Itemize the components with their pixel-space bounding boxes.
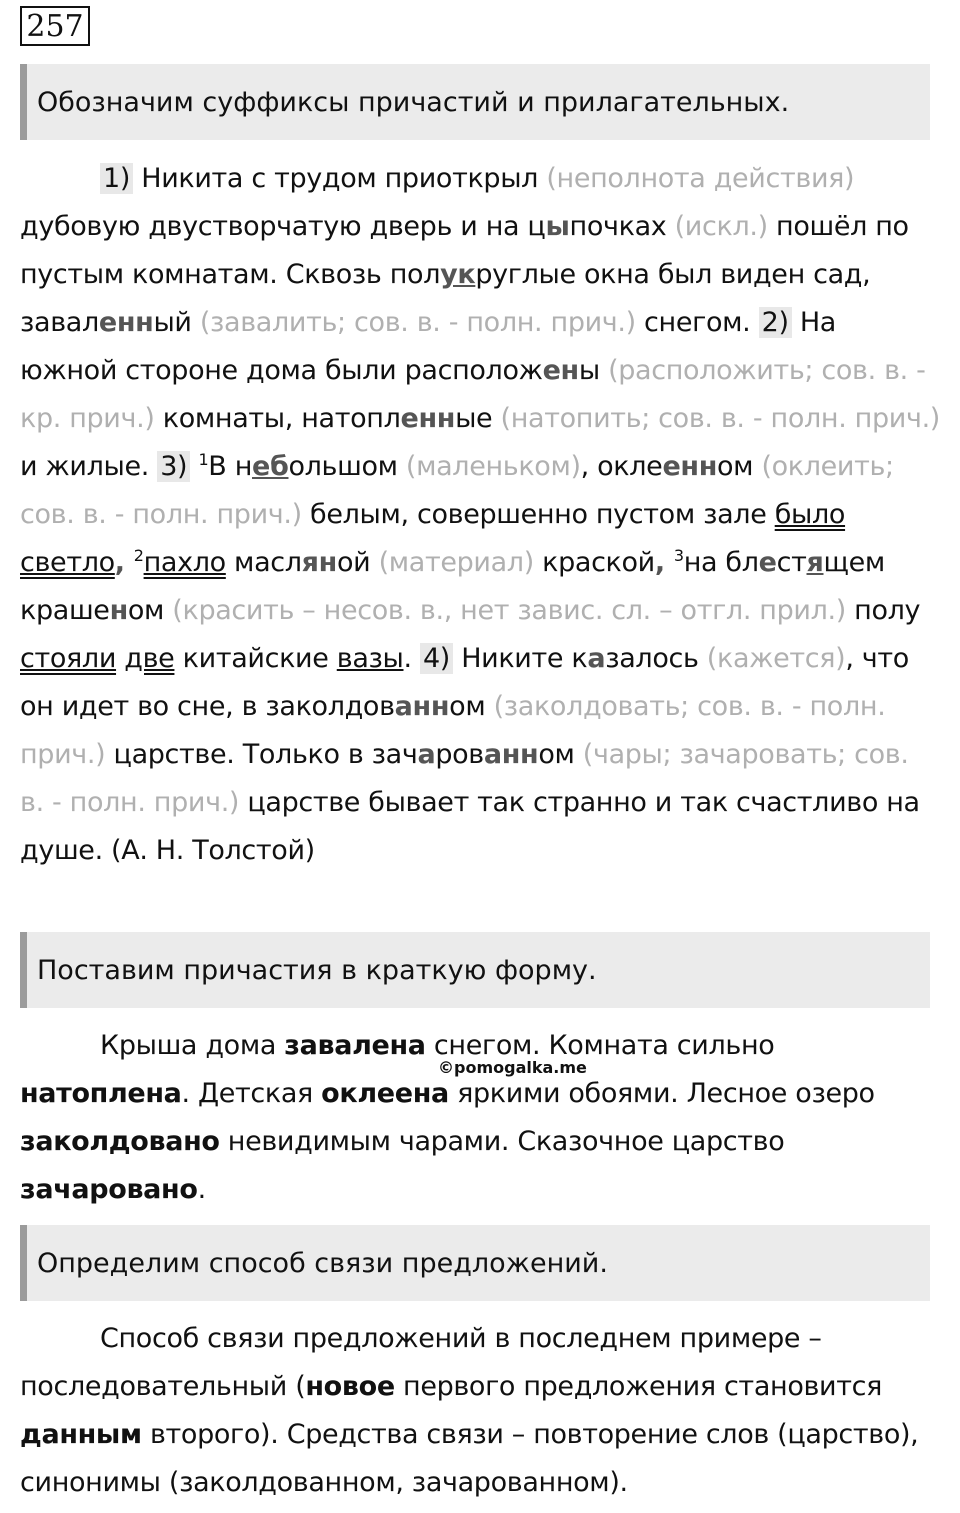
text-fragment: руглые окна был виден сад, завал xyxy=(20,259,871,338)
section-banner-connection xyxy=(20,1225,930,1301)
predicate-fragment: пахло xyxy=(143,547,226,578)
note-fragment: (материал) xyxy=(378,547,534,578)
text-fragment: невидимым чарами. Сказочное царство xyxy=(219,1126,785,1157)
suffix-fragment: н xyxy=(109,595,128,626)
text-fragment: масл xyxy=(225,547,302,578)
note-fragment: (кажется) xyxy=(706,643,846,674)
main-text-paragraph xyxy=(20,155,940,875)
text-fragment: открыл xyxy=(435,163,547,194)
suffix-fragment: анн xyxy=(483,739,539,770)
marked-letter: я xyxy=(806,547,824,578)
text-fragment: залось xyxy=(605,643,707,674)
sentence-number: 3) xyxy=(157,451,190,482)
text-fragment: ом xyxy=(538,739,583,770)
text-fragment: первого предложения становится xyxy=(394,1371,883,1402)
short-participle: оклеена xyxy=(321,1078,449,1109)
text-fragment: . xyxy=(403,643,420,674)
banner-text: Определим способ связи предложений. xyxy=(37,1247,608,1279)
comma-mark: , xyxy=(114,547,134,578)
part-superscript: 3 xyxy=(673,546,684,565)
text-fragment: полу xyxy=(845,595,921,626)
watermark: ©pomogalka.me xyxy=(438,1058,587,1077)
text-fragment: Никита с трудом xyxy=(141,163,385,194)
note-fragment: (чары; зачаровать; сов. в. - полн. прич.) xyxy=(20,739,909,818)
note-fragment: (искл.) xyxy=(674,211,768,242)
text-fragment: , окле xyxy=(580,451,663,482)
text-fragment: снегом. Комната сильно xyxy=(425,1030,775,1061)
short-participle: натоплена xyxy=(20,1078,182,1109)
note-fragment: (натопить; сов. в. - полн. прич.) xyxy=(500,403,940,434)
note-fragment: (оклеить; сов. в. - полн. прич.) xyxy=(20,451,894,530)
note-fragment: (заколдовать; сов. в. - полн. прич.) xyxy=(20,691,886,770)
marked-letter: ук xyxy=(440,259,476,290)
text-fragment: ом xyxy=(127,595,173,626)
text-fragment: Способ связи предложений в последнем примере – последовательный ( xyxy=(20,1323,822,1402)
bold-term: новое xyxy=(305,1371,395,1402)
short-participle: зачаровано xyxy=(20,1174,198,1205)
text-fragment: краской xyxy=(533,547,655,578)
text-fragment: На южной стороне дома были располож xyxy=(20,307,837,386)
text-fragment: Никите к xyxy=(452,643,588,674)
text-fragment: ые xyxy=(455,403,501,434)
short-participle: завалена xyxy=(284,1030,426,1061)
text-fragment: пошёл по пустым комнатам. Сквозь пол xyxy=(20,211,909,290)
marked-letter: е xyxy=(758,547,777,578)
note-fragment: (маленьком) xyxy=(405,451,581,482)
text-fragment: . Детская xyxy=(181,1078,322,1109)
suffix-fragment: ян xyxy=(301,547,337,578)
note-fragment: (расположить; сов. в. - кр. прич.) xyxy=(20,355,926,434)
part-superscript: 2 xyxy=(133,546,144,565)
text-fragment: ст xyxy=(776,547,807,578)
text-fragment: царстве. Только в зач xyxy=(105,739,418,770)
text-fragment: ров xyxy=(435,739,484,770)
sentence-number: 2) xyxy=(759,307,792,338)
text-fragment: . xyxy=(197,1174,206,1205)
sentence-number: 4) xyxy=(420,643,453,674)
note-fragment: (завалить; сов. в. - полн. прич.) xyxy=(199,307,636,338)
note-fragment: (неполнота действия) xyxy=(546,163,855,194)
text-fragment: почках xyxy=(569,211,675,242)
text-fragment: , что он идет во сне, в заколдов xyxy=(20,643,909,722)
text-fragment: ой xyxy=(336,547,379,578)
text-fragment: щем краше xyxy=(20,547,885,626)
text-fragment: белым, совершенно пустом зале xyxy=(301,499,775,530)
text-fragment: яркими обоями. Лесное озеро xyxy=(448,1078,875,1109)
bold-term: данным xyxy=(20,1419,142,1450)
suffix-fragment: енн xyxy=(662,451,718,482)
short-participle: заколдовано xyxy=(20,1126,220,1157)
text-fragment: ы xyxy=(578,355,609,386)
comma-mark: , xyxy=(654,547,674,578)
marked-letter: а xyxy=(417,739,436,770)
suffix-fragment: енн xyxy=(98,307,154,338)
text-fragment: на бл xyxy=(683,547,759,578)
sentence-number: 1) xyxy=(100,163,133,194)
short-form-paragraph xyxy=(20,1022,940,1214)
predicate-fragment: стояли xyxy=(20,643,117,674)
banner-text: Обозначим суффиксы причастий и прилагательных. xyxy=(37,86,790,118)
marked-letter: а xyxy=(587,643,606,674)
text-fragment: ом xyxy=(449,691,494,722)
section-banner-short-form xyxy=(20,932,930,1008)
text-fragment: ом xyxy=(717,451,762,482)
text-fragment: В н xyxy=(208,451,253,482)
part-superscript: 1 xyxy=(198,450,209,469)
suffix-fragment: анн xyxy=(394,691,450,722)
text-fragment: и жилые. xyxy=(20,451,158,482)
marked-letter: еб xyxy=(252,451,289,482)
suffix-fragment: ен xyxy=(542,355,579,386)
marked-letter: ы xyxy=(545,211,570,242)
banner-text: Поставим причастия в краткую форму. xyxy=(37,954,597,986)
section-banner-suffixes xyxy=(20,64,930,140)
text-fragment: снегом. xyxy=(635,307,759,338)
text-fragment: второго). Средства связи – повторение слов (царство), синонимы (заколдованном, зачарованном). xyxy=(20,1419,919,1498)
text-fragment: Крыша дома xyxy=(100,1030,285,1061)
prefix-fragment: при xyxy=(384,163,436,194)
text-fragment: царстве бывает так странно и так счастливо на душе. (А. Н. Толстой) xyxy=(20,787,920,866)
subject-fragment: две xyxy=(124,643,175,674)
text-fragment: комнаты, натопл xyxy=(154,403,401,434)
note-fragment: (красить – несов. в., нет завис. сл. – отгл. прил.) xyxy=(172,595,846,626)
connection-paragraph xyxy=(20,1315,940,1507)
text-fragment: ольшом xyxy=(288,451,406,482)
text-fragment: дубовую двустворчатую дверь и на ц xyxy=(20,211,546,242)
subject-fragment: вазы xyxy=(336,643,404,674)
text-fragment: ый xyxy=(153,307,200,338)
task-number: 257 xyxy=(20,6,90,46)
predicate-fragment: было светло xyxy=(20,499,846,578)
suffix-fragment: енн xyxy=(400,403,456,434)
text-fragment: китайские xyxy=(174,643,337,674)
